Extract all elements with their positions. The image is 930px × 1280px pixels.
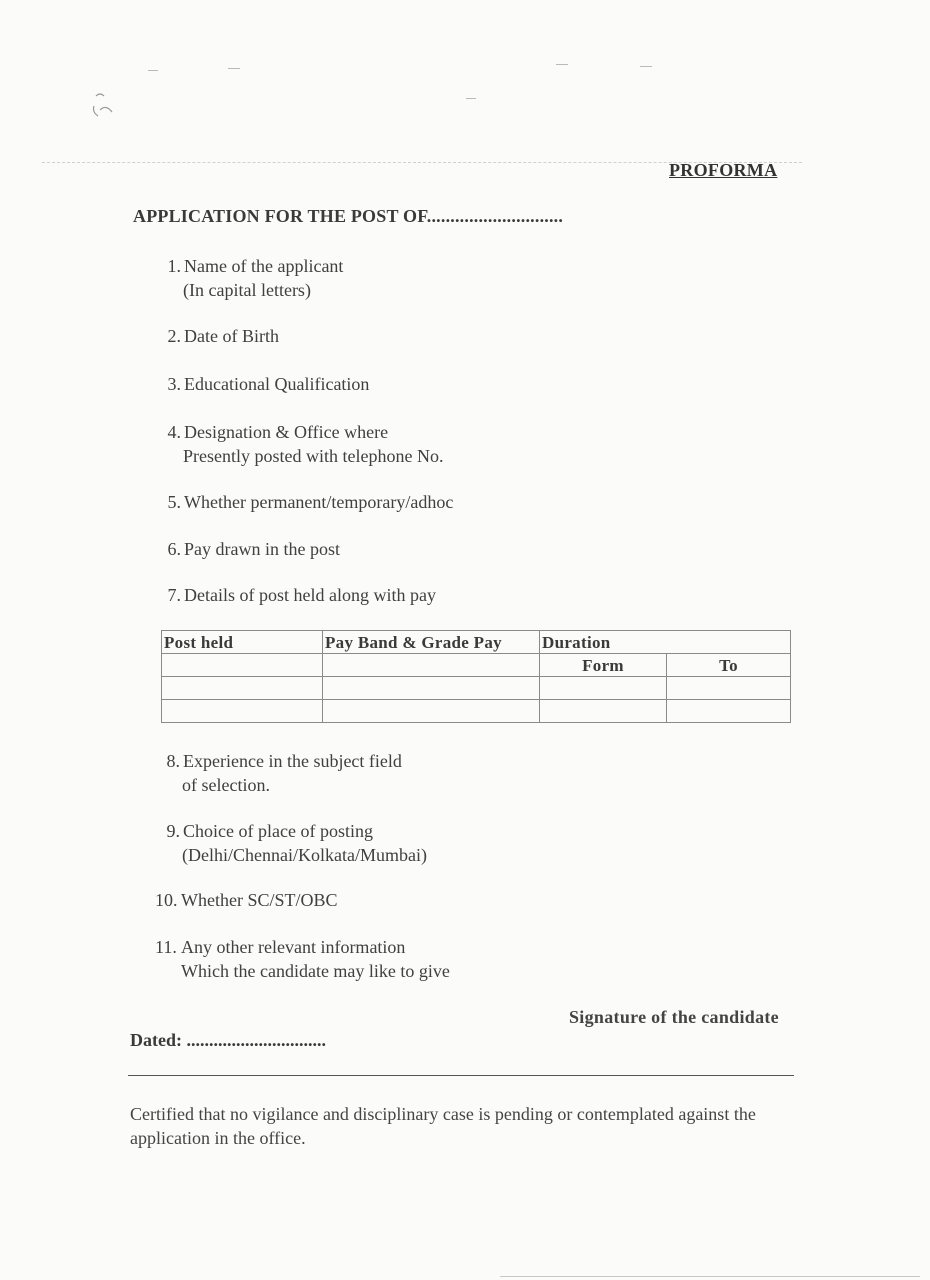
certification-text: Certified that no vigilance and disciplinary case is pending or contemplated against the application in the office. [130,1104,756,1148]
table-cell [323,654,540,677]
table-header-row [162,631,791,654]
divider [128,1075,794,1076]
col-header-to: To [667,654,791,677]
application-title: APPLICATION FOR THE POST OF............................. [133,206,564,226]
item-number: 7. [167,585,181,605]
item-number: 11. [155,937,177,957]
table-row [162,677,791,700]
table-row [162,700,791,723]
col-header-post-held: Post held [162,631,323,654]
item-number: 4. [167,422,181,442]
table-cell[interactable] [540,700,667,723]
item-label-sub: (In capital letters) [183,280,311,300]
table-cell[interactable] [323,677,540,700]
table-cell[interactable] [162,700,323,723]
scan-speck [556,64,568,65]
table-cell[interactable] [162,677,323,700]
item-label: Experience in the subject field [183,751,402,771]
item-number: 2. [167,326,181,346]
item-number: 1. [167,256,181,276]
scan-speck [148,70,158,71]
item-label: Designation & Office where [184,422,389,442]
table-cell[interactable] [540,677,667,700]
col-header-from: Form [540,654,667,677]
item-label: Educational Qualification [184,374,370,394]
item-number: 6. [167,539,181,559]
table-cell[interactable] [323,700,540,723]
item-label-sub: of selection. [182,775,270,795]
scan-mark-icon [88,86,132,126]
item-label-sub: Which the candidate may like to give [181,961,450,981]
item-label: Whether permanent/temporary/adhoc [184,492,454,512]
item-label-sub: (Delhi/Chennai/Kolkata/Mumbai) [182,845,427,865]
item-label: Any other relevant information [181,937,406,957]
signature-label: Signature of the candidate [569,1007,779,1027]
item-number: 3. [167,374,181,394]
table-cell[interactable] [667,677,791,700]
scan-speck [640,66,652,67]
proforma-heading: PROFORMA [669,160,778,180]
col-header-duration: Duration [540,631,791,654]
item-number: 9. [166,821,180,841]
scan-edge-line [500,1276,920,1277]
dated-field: Dated: ............................... [130,1030,326,1050]
item-number: 10. [155,890,178,910]
item-label: Name of the applicant [184,256,344,276]
table-cell[interactable] [667,700,791,723]
table-subheader-row [162,654,791,677]
item-label: Choice of place of posting [183,821,373,841]
post-held-table [161,630,791,723]
item-number: 8. [166,751,180,771]
item-label: Date of Birth [184,326,279,346]
scan-speck [466,98,476,99]
scan-speck [228,68,240,69]
item-number: 5. [167,492,181,512]
item-label: Whether SC/ST/OBC [181,890,338,910]
item-label: Pay drawn in the post [184,539,340,559]
table-cell [162,654,323,677]
item-label-sub: Presently posted with telephone No. [183,446,444,466]
col-header-pay-band: Pay Band & Grade Pay [323,631,540,654]
item-label: Details of post held along with pay [184,585,436,605]
